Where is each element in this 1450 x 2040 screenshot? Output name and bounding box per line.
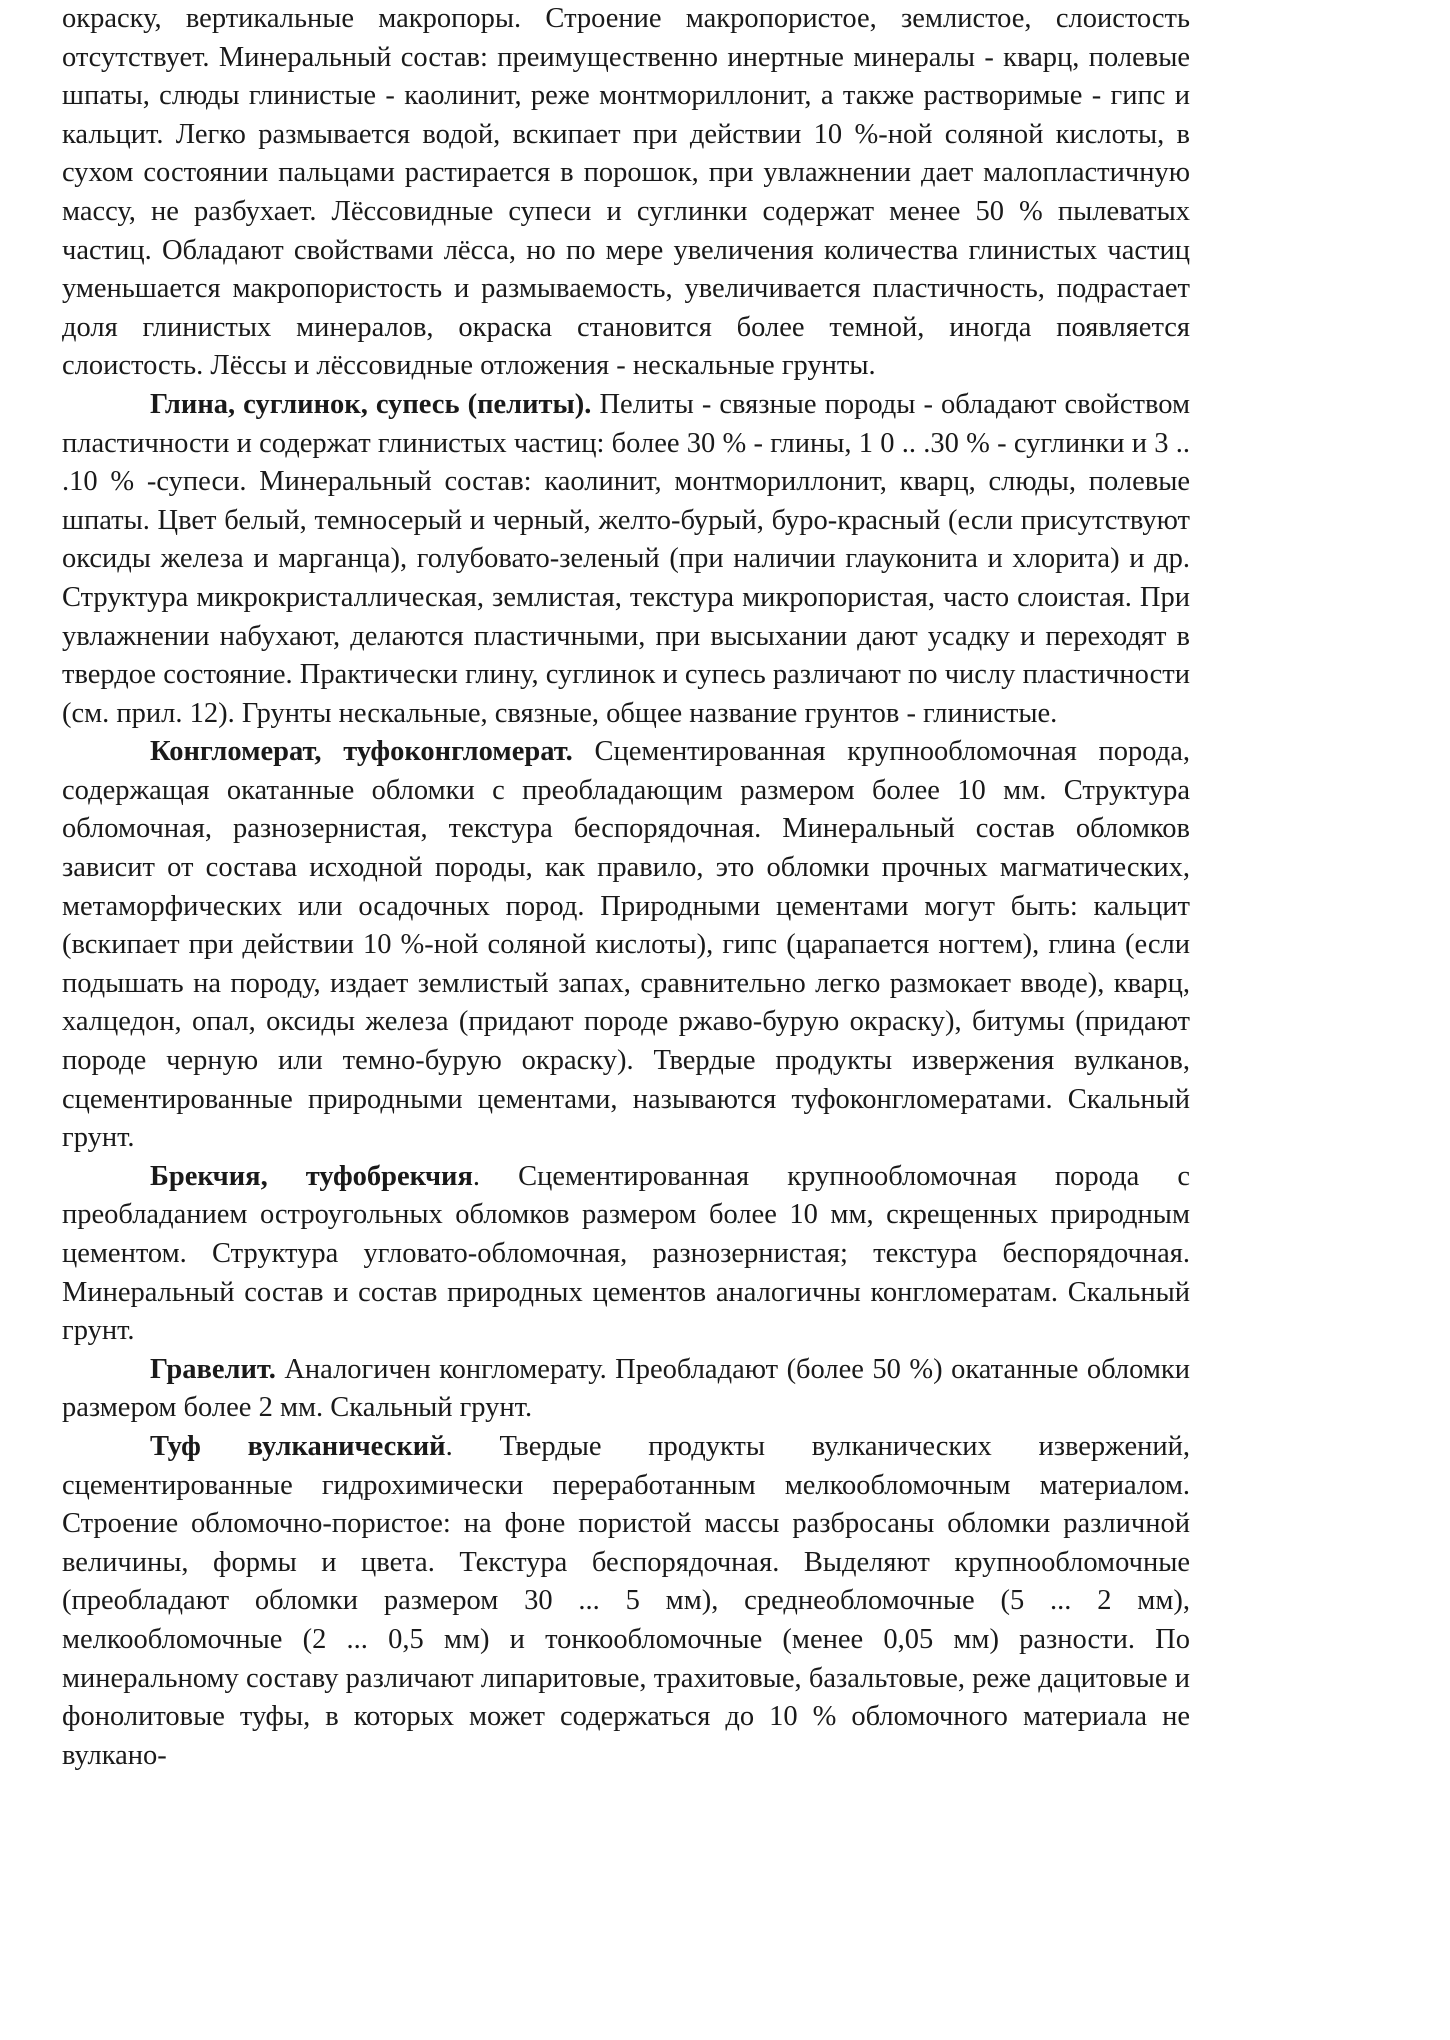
paragraph-text: . Сцементированная крупнообломочная порода с преобладанием остроугольных обломков размером более 10 мм, скрещенных природным цементом. Структура угловато-обломочная, разнозернистая; текстура беспорядочная. Минеральный состав и состав природных цементов аналогичны конгломератам. Скальный грунт. [62, 1160, 1190, 1347]
document-page [62, 0, 1190, 1775]
paragraph-text: Аналогичен конгломерату. Преобладают (более 50 %) окатанные обломки размером более 2 мм. Скальный грунт. [62, 1353, 1190, 1424]
paragraph-gravelite [62, 1351, 1190, 1428]
term-heading: Гравелит. [150, 1353, 276, 1385]
paragraph-text: окраску, вертикальные макропоры. Строение макропористое, землистое, слоистость отсутствует. Минеральный состав: преимущественно инертные минералы - кварц, полевые шпаты, слюды глинистые - каолинит, реже монтмориллонит, а также растворимые - гипс и кальцит. Легко размывается водой, вскипает при действии 10 %-ной соляной кислоты, в сухом состоянии пальцами растирается в порошок, при увлажнении дает малопластичную массу, не разбухает. Лёссовидные супеси и суглинки содержат менее 50 % пылеватых частиц. Обладают свойствами лёсса, но по мере увеличения количества глинистых частиц уменьшается макропористость и размываемость, увеличивается пластичность, подрастает доля глинистых минералов, окраска становится более темной, иногда появляется слоистость. Лёссы и лёссовидные отложения - нескальные грунты. [62, 3, 1190, 382]
paragraph-text: Сцементированная крупнообломочная порода, содержащая окатанные обломки с преобладающим размером более 10 мм. Структура обломочная, разнозернистая, текстура беспорядочная. Минеральный состав обломков зависит от состава исходной породы, как правило, это обломки прочных магматических, метаморфических или осадочных пород. Природными цементами могут быть: кальцит (вскипает при действии 10 %-ной соляной кислоты), гипс (царапается ногтем), глина (если подышать на породу, издает землистый запах, сравнительно легко размокает вводе), кварц, халцедон, опал, оксиды железа (придают породе ржаво-бурую окраску), битумы (придают породе черную или темно-бурую окраску). Твердые продукты извержения вулканов, сцементированные природными цементами, называются туфоконгломератами. Скальный грунт. [62, 736, 1190, 1154]
paragraph-text: . Твердые продукты вулканических извержений, сцементированные гидрохимически переработанным мелкообломочным материалом. Строение обломочно-пористое: на фоне пористой массы разбросаны обломки различной величины, формы и цвета. Текстура беспорядочная. Выделяют крупнообломочные (преобладают обломки размером 30 ... 5 мм), среднеобломочные (5 ... 2 мм), мелкообломочные (2 ... 0,5 мм) и тонкообломочные (менее 0,05 мм) разности. По минеральному составу различают липаритовые, трахитовые, базальтовые, реже дацитовые и фонолитовые туфы, в которых может содержаться до 10 % обломочного материала не вулкано- [62, 1430, 1190, 1771]
term-heading: Глина, суглинок, супесь (пелиты). [150, 388, 592, 420]
paragraph-conglomerate [62, 733, 1190, 1158]
term-heading: Конгломерат, туфоконгломерат. [150, 736, 573, 768]
term-heading: Брекчия, туфобрекчия [150, 1160, 473, 1192]
paragraph-text: Пелиты - связные породы - обладают свойством пластичности и содержат глинистых частиц: более 30 % - глины, 1 0 .. .30 % - суглинки и 3 .. .10 % -супеси. Минеральный состав: каолинит, монтмориллонит, кварц, слюды, полевые шпаты. Цвет белый, темносерый и черный, желто-бурый, буро-красный (если присутствуют оксиды железа и марганца), голубовато-зеленый (при наличии глауконита и хлорита) и др. Структура микрокристаллическая, землистая, текстура микропористая, часто слоистая. При увлажнении набухают, делаются пластичными, при высыхании дают усадку и переходят в твердое состояние. Практически глину, суглинок и супесь различают по числу пластичности (см. прил. 12). Грунты нескальные, связные, общее название грунтов - глинистые. [62, 388, 1190, 729]
paragraph-loess-continuation [62, 0, 1190, 386]
paragraph-clay-loam-sandy-loam [62, 386, 1190, 733]
term-heading: Туф вулканический [150, 1430, 446, 1462]
paragraph-volcanic-tuff [62, 1428, 1190, 1775]
paragraph-breccia [62, 1158, 1190, 1351]
